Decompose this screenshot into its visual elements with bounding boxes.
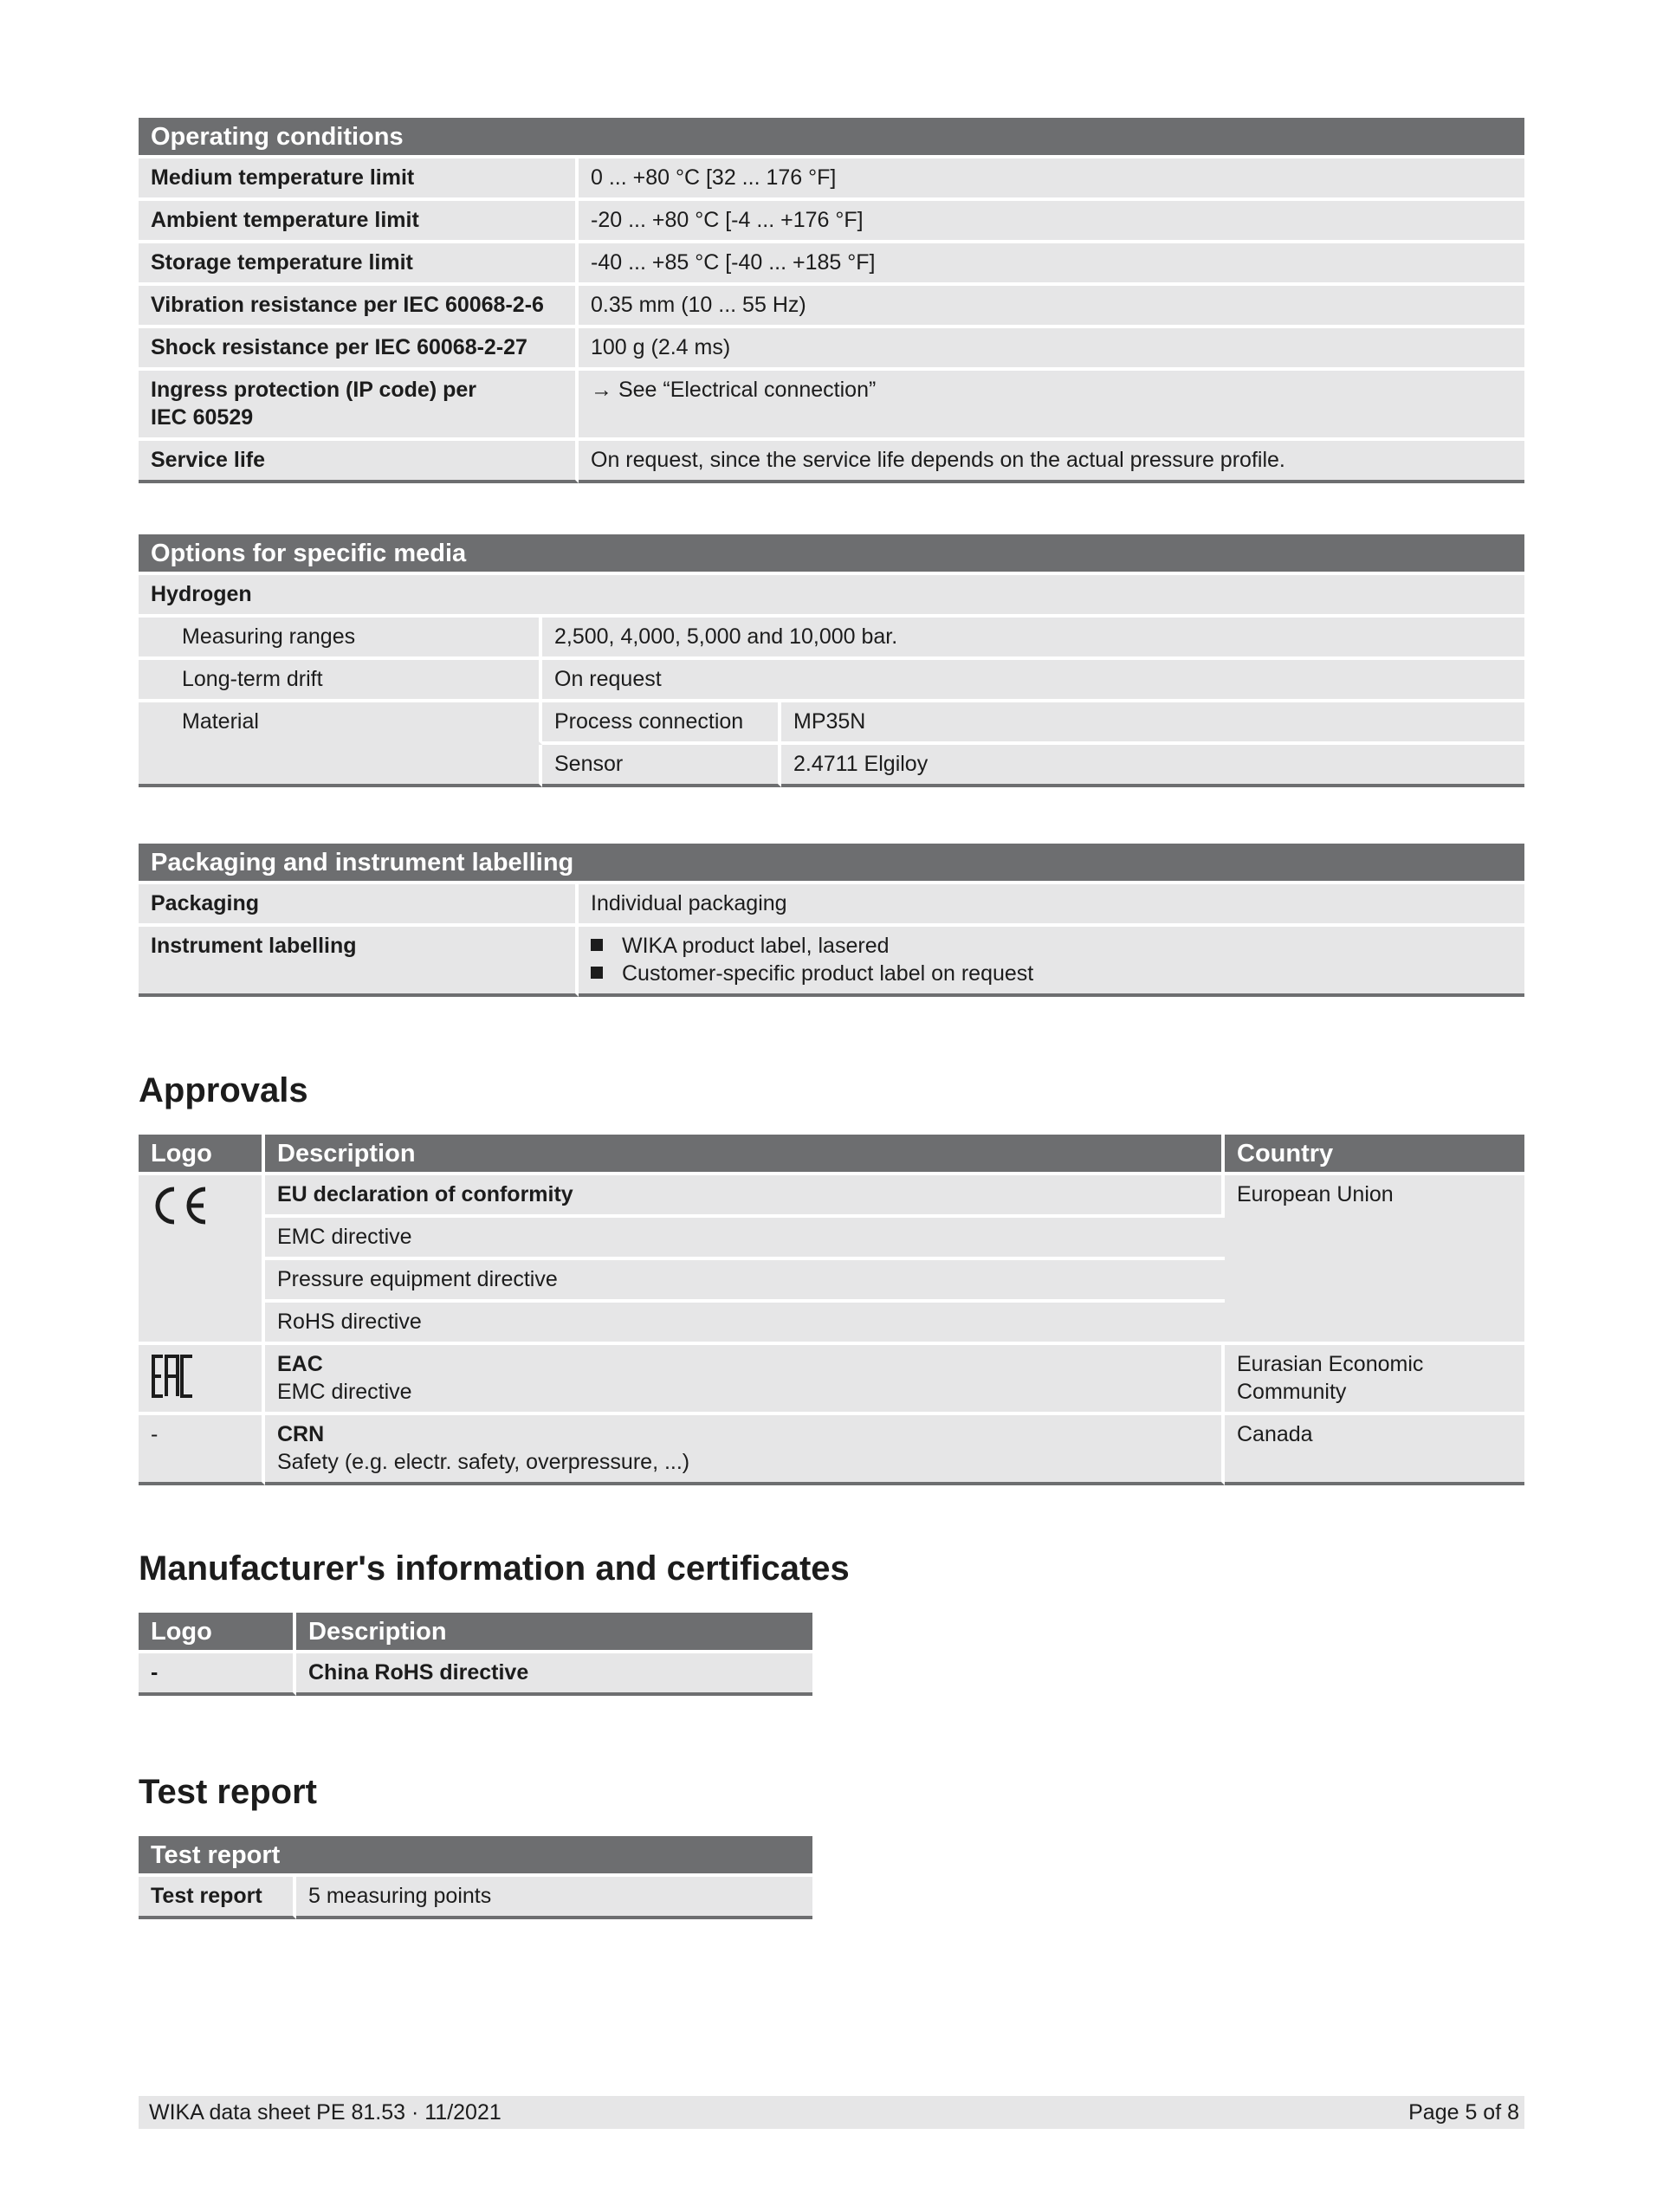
table-row bbox=[139, 1653, 812, 1696]
test-report-table bbox=[139, 1836, 812, 1919]
row-value: 2,500, 4,000, 5,000 and 10,000 bar. bbox=[542, 618, 1524, 660]
row-value: -20 ... +80 °C [-4 ... +176 °F] bbox=[579, 201, 1524, 243]
row-label-empty bbox=[139, 745, 542, 787]
certificate-description: China RoHS directive bbox=[296, 1653, 812, 1696]
approval-title: EAC bbox=[277, 1352, 323, 1376]
row-label: Measuring ranges bbox=[139, 618, 542, 660]
approval-title: EU declaration of conformity bbox=[265, 1175, 1225, 1218]
row-value: On request, since the service life depends on the actual pressure profile. bbox=[579, 441, 1524, 483]
row-value bbox=[579, 927, 1524, 997]
table-row bbox=[139, 575, 1524, 618]
row-label: Material bbox=[139, 702, 542, 745]
logo-cell bbox=[139, 1175, 265, 1345]
packaging-header: Packaging and instrument labelling bbox=[139, 844, 1524, 884]
row-label bbox=[139, 371, 579, 441]
list-item bbox=[591, 932, 1512, 960]
list-item bbox=[591, 960, 1512, 987]
approval-country-line2: Community bbox=[1237, 1380, 1347, 1404]
operating-conditions-table bbox=[139, 118, 1524, 483]
table-row bbox=[139, 745, 1524, 787]
approvals-title: Approvals bbox=[139, 1071, 308, 1109]
row-label-line2: IEC 60529 bbox=[151, 405, 254, 430]
approval-country: European Union bbox=[1225, 1175, 1524, 1345]
approval-country bbox=[1225, 1345, 1524, 1415]
media-group-hydrogen: Hydrogen bbox=[139, 575, 1524, 618]
logo-cell: - bbox=[139, 1415, 265, 1485]
approval-directive: RoHS directive bbox=[265, 1303, 1225, 1345]
row-value: 5 measuring points bbox=[296, 1877, 812, 1919]
packaging-table bbox=[139, 844, 1524, 997]
table-row bbox=[139, 660, 1524, 702]
list-item-text: Customer-specific product label on request bbox=[622, 961, 1034, 986]
row-value: 0.35 mm (10 ... 55 Hz) bbox=[579, 286, 1524, 328]
approvals-table bbox=[139, 1135, 1524, 1485]
row-sublabel: Sensor bbox=[542, 745, 781, 787]
approval-country-line1: Eurasian Economic bbox=[1237, 1352, 1424, 1376]
table-row bbox=[139, 201, 1524, 243]
row-value: → See “Electrical connection” bbox=[579, 371, 1524, 441]
table-row bbox=[139, 1415, 1524, 1485]
table-row bbox=[139, 328, 1524, 371]
row-label: Ambient temperature limit bbox=[139, 201, 579, 243]
row-value: 0 ... +80 °C [32 ... 176 °F] bbox=[579, 158, 1524, 201]
media-options-table bbox=[139, 534, 1524, 787]
col-description-header: Description bbox=[265, 1135, 1225, 1175]
table-row bbox=[139, 371, 1524, 441]
eac-mark-icon bbox=[151, 1354, 196, 1399]
footer-page-number: Page 5 of 8 bbox=[1408, 2100, 1519, 2125]
approval-directive: Pressure equipment directive bbox=[265, 1260, 1225, 1303]
row-value: Individual packaging bbox=[579, 884, 1524, 927]
row-label: Instrument labelling bbox=[139, 927, 579, 997]
table-row bbox=[139, 243, 1524, 286]
table-row bbox=[139, 927, 1524, 997]
approval-directive: Safety (e.g. electr. safety, overpressure, ...) bbox=[277, 1450, 690, 1474]
approval-description bbox=[265, 1415, 1225, 1485]
table-row bbox=[139, 1877, 812, 1919]
bullet-square-icon bbox=[591, 967, 603, 979]
approval-country: Canada bbox=[1225, 1415, 1524, 1485]
table-row bbox=[139, 884, 1524, 927]
table-row bbox=[139, 1345, 1524, 1415]
row-value: On request bbox=[542, 660, 1524, 702]
table-row bbox=[139, 1175, 1524, 1218]
manufacturer-table bbox=[139, 1613, 812, 1696]
row-label: Storage temperature limit bbox=[139, 243, 579, 286]
col-description-header: Description bbox=[296, 1613, 812, 1653]
row-label-line1: Ingress protection (IP code) per bbox=[151, 378, 477, 402]
col-country-header: Country bbox=[1225, 1135, 1524, 1175]
approval-directive: EMC directive bbox=[277, 1380, 412, 1404]
logo-cell: - bbox=[139, 1653, 296, 1696]
page-footer bbox=[139, 2096, 1524, 2129]
row-label: Packaging bbox=[139, 884, 579, 927]
manufacturer-title: Manufacturer's information and certificates bbox=[139, 1549, 850, 1588]
approval-title: CRN bbox=[277, 1422, 325, 1446]
test-report-header: Test report bbox=[139, 1836, 812, 1877]
list-item-text: WIKA product label, lasered bbox=[622, 934, 890, 958]
col-logo-header: Logo bbox=[139, 1135, 265, 1175]
approval-directive: EMC directive bbox=[265, 1218, 1225, 1260]
col-logo-header: Logo bbox=[139, 1613, 296, 1653]
logo-cell bbox=[139, 1345, 265, 1415]
row-label: Medium temperature limit bbox=[139, 158, 579, 201]
row-value: 100 g (2.4 ms) bbox=[579, 328, 1524, 371]
row-label: Long-term drift bbox=[139, 660, 542, 702]
table-row bbox=[139, 618, 1524, 660]
operating-conditions-header: Operating conditions bbox=[139, 118, 1524, 158]
row-value: 2.4711 Elgiloy bbox=[781, 745, 1524, 787]
row-sublabel: Process connection bbox=[542, 702, 781, 745]
approval-description bbox=[265, 1345, 1225, 1415]
media-options-header: Options for specific media bbox=[139, 534, 1524, 575]
row-label: Shock resistance per IEC 60068-2-27 bbox=[139, 328, 579, 371]
test-report-title: Test report bbox=[139, 1773, 317, 1811]
row-label: Test report bbox=[139, 1877, 296, 1919]
row-value: MP35N bbox=[781, 702, 1524, 745]
row-label: Service life bbox=[139, 441, 579, 483]
table-row bbox=[139, 158, 1524, 201]
bullet-square-icon bbox=[591, 939, 603, 951]
table-row bbox=[139, 286, 1524, 328]
row-value: -40 ... +85 °C [-40 ... +185 °F] bbox=[579, 243, 1524, 286]
table-row bbox=[139, 441, 1524, 483]
row-label: Vibration resistance per IEC 60068-2-6 bbox=[139, 286, 579, 328]
footer-datasheet: WIKA data sheet PE 81.53 · 11/2021 bbox=[149, 2100, 501, 2125]
ce-mark-icon bbox=[151, 1184, 211, 1227]
table-row bbox=[139, 702, 1524, 745]
